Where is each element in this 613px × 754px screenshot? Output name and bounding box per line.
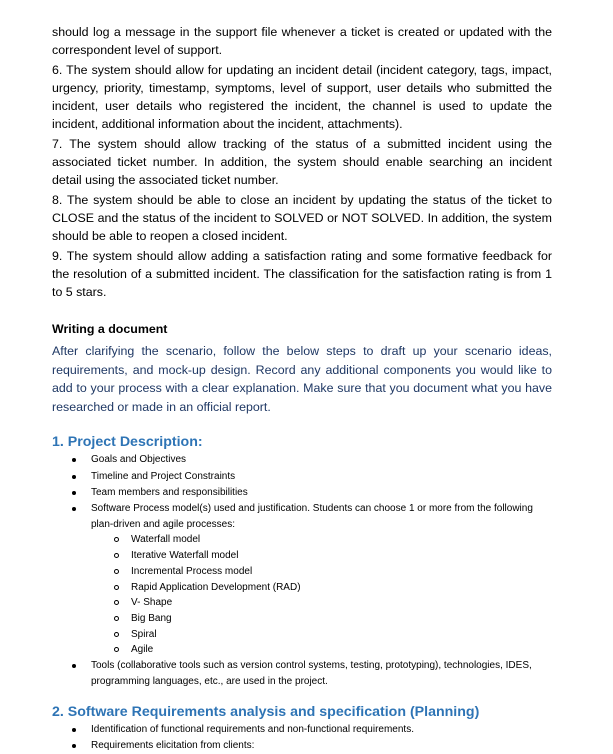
circle-bullet-icon <box>114 537 119 542</box>
writing-document-instructions: After clarifying the scenario, follow the below steps to draft up your scenario ideas, requirements, and mock-up design. Record any additional components you would like to add to your process with a clear explanation. Make sure that you document what you have researched or made in an official report. <box>52 344 552 414</box>
requirement-9: 9. The system should allow adding a satisfaction rating and some formative feedback for the resolution of a submitted incident. The classification for the satisfaction rating is from 1 to 5 stars. <box>52 249 552 299</box>
bullet-icon <box>72 458 76 462</box>
requirement-5-continuation: should log a message in the support file whenever a ticket is created or updated with the correspondent level of support. <box>52 25 552 57</box>
bullet-icon <box>72 664 76 668</box>
circle-bullet-icon <box>114 600 119 605</box>
process-model-item: Waterfall model <box>114 532 200 547</box>
bullet-icon <box>72 507 76 511</box>
list-item: Timeline and Project Constraints <box>72 469 552 485</box>
circle-bullet-icon <box>114 553 119 558</box>
list-item: Tools (collaborative tools such as version control systems, testing, prototyping), technologies, IDES, programming languages, etc., are used in the project. <box>72 658 552 689</box>
process-model-item: Spiral <box>114 627 157 642</box>
bullet-icon <box>72 475 76 479</box>
list-item: Software Process model(s) used and justification. Students can choose 1 or more from the following plan-driven and agile processes: <box>72 501 552 532</box>
requirement-7: 7. The system should allow tracking of the status of a submitted incident using the associated ticket number. In addition, the system should enable searching an incident detail using the associated ticket number. <box>52 137 552 187</box>
circle-bullet-icon <box>114 616 119 621</box>
requirement-6: 6. The system should allow for updating an incident detail (incident category, tags, impact, urgency, priority, timestamp, symptoms, level of support, user details who submitted the incident, user details who registered the incident, the channel is used to update the incident, additional information about the incident, attachments). <box>52 63 552 131</box>
list-item: Team members and responsibilities <box>72 485 552 501</box>
bullet-icon <box>72 728 76 732</box>
process-model-item: Rapid Application Development (RAD) <box>114 580 301 595</box>
circle-bullet-icon <box>114 585 119 590</box>
bullet-icon <box>72 491 76 495</box>
list-item: Identification of functional requirements and non-functional requirements. <box>72 722 552 738</box>
requirements-analysis-heading: 2. Software Requirements analysis and specification (Planning) <box>52 704 480 720</box>
process-model-item: V- Shape <box>114 595 172 610</box>
process-model-item: Big Bang <box>114 611 172 626</box>
process-model-item: Incremental Process model <box>114 564 252 579</box>
list-item: Goals and Objectives <box>72 452 552 468</box>
bullet-icon <box>72 744 76 748</box>
process-model-item: Iterative Waterfall model <box>114 548 238 563</box>
writing-document-heading: Writing a document <box>52 322 168 336</box>
circle-bullet-icon <box>114 569 119 574</box>
requirement-8: 8. The system should be able to close an incident by updating the status of the ticket to CLOSE and the status of the incident to SOLVED or NOT SOLVED. In addition, the system should be able to reopen a closed incident. <box>52 193 552 243</box>
circle-bullet-icon <box>114 647 119 652</box>
list-item: Requirements elicitation from clients: <box>72 738 552 754</box>
process-model-item: Agile <box>114 642 153 657</box>
circle-bullet-icon <box>114 632 119 637</box>
project-description-heading: 1. Project Description: <box>52 434 203 450</box>
